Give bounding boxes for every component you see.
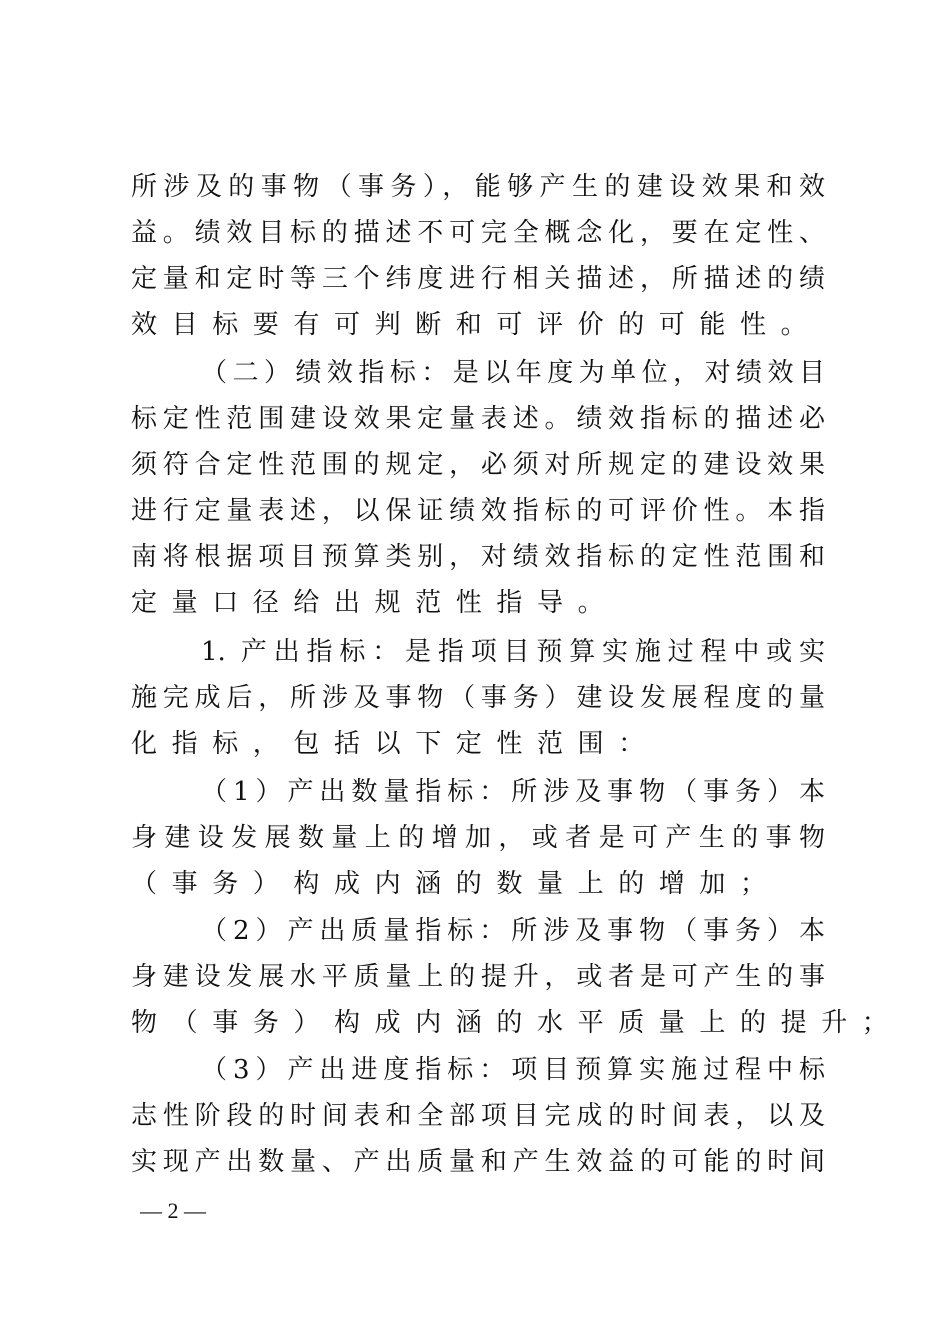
body-text-line: 进行定量表述，以保证绩效指标的可评价性。本指 xyxy=(131,496,825,526)
body-text-line: （事务）构成内涵的数量上的增加； xyxy=(131,869,781,899)
body-text-line: 身建设发展数量上的增加，或者是可产生的事物 xyxy=(131,823,825,853)
body-text-line: （二）绩效指标：是以年度为单位，对绩效目 xyxy=(201,358,825,388)
body-text-line: 标定性范围建设效果定量表述。绩效指标的描述必 xyxy=(131,404,825,434)
body-text-line: 施完成后，所涉及事物（事务）建设发展程度的量 xyxy=(131,683,825,713)
body-text-line: 实现产出数量、产出质量和产生效益的可能的时间 xyxy=(131,1147,825,1177)
body-text-line: 物（事务）构成内涵的水平质量上的提升； xyxy=(131,1008,903,1038)
page-number: — 2 — xyxy=(140,1198,206,1223)
body-text-line: 须符合定性范围的规定，必须对所规定的建设效果 xyxy=(131,450,825,480)
body-text-line: 身建设发展水平质量上的提升，或者是可产生的事 xyxy=(131,962,825,992)
body-text-line: （2）产出质量指标：所涉及事物（事务）本 xyxy=(201,916,825,946)
body-text-line: 化指标，包括以下定性范围： xyxy=(131,729,659,759)
body-text-line: 定量和定时等三个纬度进行相关描述，所描述的绩 xyxy=(131,264,825,294)
body-text-line: （1）产出数量指标：所涉及事物（事务）本 xyxy=(201,777,825,807)
body-text-line: （3）产出进度指标：项目预算实施过程中标 xyxy=(201,1055,825,1085)
body-text-line: 1. 产出指标：是指项目预算实施过程中或实 xyxy=(201,637,825,667)
body-text-line: 所涉及的事物（事务），能够产生的建设效果和效 xyxy=(131,172,825,202)
body-text-line: 南将根据项目预算类别，对绩效指标的定性范围和 xyxy=(131,542,825,572)
body-text-line: 效目标要有可判断和可评价的可能性。 xyxy=(131,310,822,340)
body-text-line: 定量口径给出规范性指导。 xyxy=(131,588,619,618)
body-text-line: 益。绩效目标的描述不可完全概念化，要在定性、 xyxy=(131,218,825,248)
body-text-line: 志性阶段的时间表和全部项目完成的时间表，以及 xyxy=(131,1101,825,1131)
